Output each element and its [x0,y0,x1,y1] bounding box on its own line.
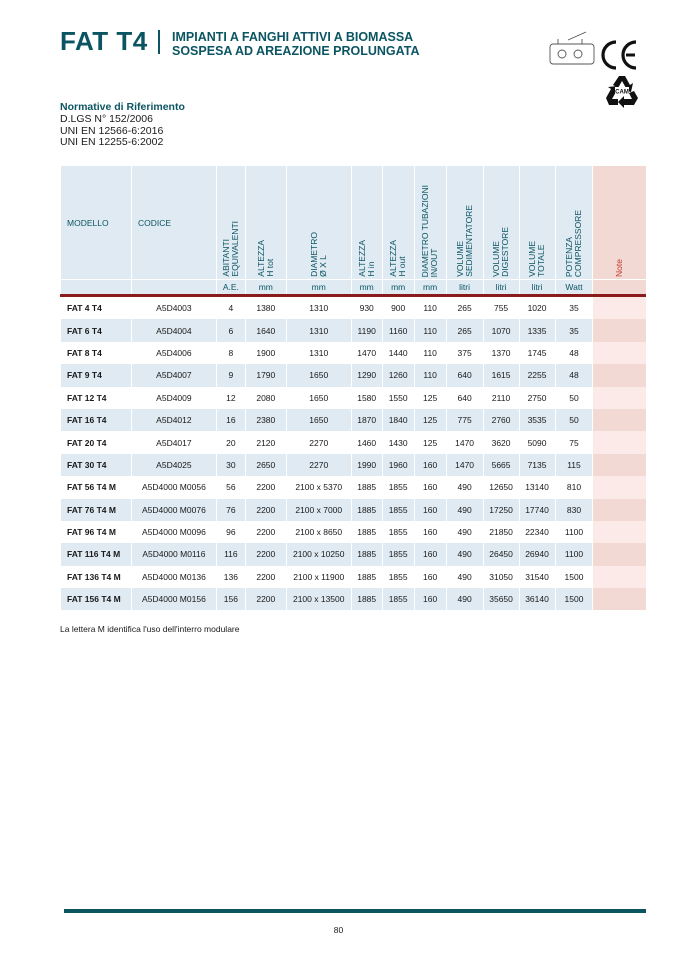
value-cell: 1990 [351,454,382,476]
value-cell: 1160 [382,319,414,341]
col-header-diametro: DIAMETRO Ø X L [286,166,351,280]
table-row [61,296,647,320]
value-cell: 1470 [446,454,483,476]
code-cell: A5D4004 [131,319,216,341]
value-cell: 2100 x 7000 [286,499,351,521]
value-cell: 2100 x 10250 [286,543,351,565]
value-cell: 490 [446,588,483,610]
standards-block [60,102,185,149]
value-cell: 1885 [351,566,382,588]
code-cell: A5D4000 M0056 [131,476,216,498]
model-cell: FAT 12 T4 [61,387,132,409]
note-cell [593,476,646,498]
note-cell [593,364,646,386]
value-cell: 1885 [351,588,382,610]
note-cell [593,566,646,588]
code-cell: A5D4000 M0076 [131,499,216,521]
note-cell [593,499,646,521]
table-row [61,387,647,409]
value-cell: 31540 [519,566,555,588]
value-cell: 375 [446,342,483,364]
value-cell: 17250 [483,499,519,521]
model-cell: FAT 9 T4 [61,364,132,386]
value-cell: 490 [446,521,483,543]
value-cell: 490 [446,566,483,588]
footer-line [64,909,646,913]
value-cell: 3535 [519,409,555,431]
page-title: FAT T4 [60,26,148,56]
note-cell [593,588,646,610]
value-cell: 900 [382,296,414,320]
value-cell: 2270 [286,454,351,476]
value-cell: 1500 [555,566,593,588]
value-cell: 1100 [555,543,593,565]
note-cell [593,342,646,364]
value-cell: 2650 [245,454,286,476]
col-header-volume-sedimentatore: VOLUME SEDIMENTATORE [446,166,483,280]
value-cell: 1020 [519,296,555,320]
footnote: La lettera M identifica l'uso dell'interro modulare [60,624,240,634]
model-cell: FAT 116 T4 M [61,543,132,565]
col-header-abitanti: ABITANTI EQUIVALENTI [216,166,245,280]
value-cell: 35 [555,319,593,341]
model-cell: FAT 16 T4 [61,409,132,431]
value-cell: 26450 [483,543,519,565]
value-cell: 50 [555,387,593,409]
value-cell: 1290 [351,364,382,386]
value-cell: 2120 [245,431,286,453]
table-row [61,566,647,588]
value-cell: 2750 [519,387,555,409]
value-cell: 75 [555,431,593,453]
value-cell: 7135 [519,454,555,476]
page-number: 80 [333,925,344,935]
value-cell: 12 [216,387,245,409]
code-cell: A5D4000 M0096 [131,521,216,543]
value-cell: 1640 [245,319,286,341]
col-header-altezza-out: ALTEZZA H out [382,166,414,280]
col-header-note: Note [593,166,646,280]
value-cell: 1615 [483,364,519,386]
value-cell: 1885 [351,521,382,543]
value-cell: 2100 x 8650 [286,521,351,543]
value-cell: 76 [216,499,245,521]
note-cell [593,521,646,543]
value-cell: 1580 [351,387,382,409]
value-cell: 160 [414,566,446,588]
value-cell: 1790 [245,364,286,386]
table-row [61,588,647,610]
value-cell: 4 [216,296,245,320]
model-cell: FAT 30 T4 [61,454,132,476]
ce-mark-icon [600,36,640,76]
table-row [61,543,647,565]
code-cell: A5D4000 M0136 [131,566,216,588]
table-row [61,521,647,543]
value-cell: 1745 [519,342,555,364]
value-cell: 1900 [245,342,286,364]
value-cell: 156 [216,588,245,610]
value-cell: 48 [555,342,593,364]
unit-cell: Watt [555,280,593,296]
value-cell: 2255 [519,364,555,386]
value-cell: 160 [414,543,446,565]
unit-cell: litri [483,280,519,296]
note-cell [593,296,646,320]
value-cell: 125 [414,431,446,453]
value-cell: 160 [414,476,446,498]
value-cell: 490 [446,476,483,498]
value-cell: 1650 [286,409,351,431]
unit-cell [61,280,132,296]
value-cell: 1310 [286,342,351,364]
note-cell [593,431,646,453]
note-cell [593,543,646,565]
value-cell: 12650 [483,476,519,498]
code-cell: A5D4017 [131,431,216,453]
col-header-altezza-in: ALTEZZA H in [351,166,382,280]
note-cell [593,454,646,476]
value-cell: 2200 [245,499,286,521]
table-row [61,431,647,453]
unit-cell [131,280,216,296]
value-cell: 13140 [519,476,555,498]
unit-cell: litri [446,280,483,296]
table-row [61,454,647,476]
value-cell: 1885 [351,476,382,498]
code-cell: A5D4007 [131,364,216,386]
value-cell: 110 [414,364,446,386]
value-cell: 830 [555,499,593,521]
value-cell: 30 [216,454,245,476]
standard-item: UNI EN 12566-6:2016 [60,124,164,137]
code-cell: A5D4003 [131,296,216,320]
value-cell: 265 [446,296,483,320]
table-row [61,364,647,386]
value-cell: 2110 [483,387,519,409]
note-cell [593,387,646,409]
value-cell: 115 [555,454,593,476]
table-row [61,499,647,521]
value-cell: 2760 [483,409,519,431]
value-cell: 2200 [245,588,286,610]
table-header-row [61,166,647,280]
value-cell: 1310 [286,296,351,320]
value-cell: 116 [216,543,245,565]
model-cell: FAT 6 T4 [61,319,132,341]
model-cell: FAT 76 T4 M [61,499,132,521]
value-cell: 136 [216,566,245,588]
unit-cell: litri [519,280,555,296]
value-cell: 1885 [351,543,382,565]
value-cell: 1260 [382,364,414,386]
standard-item: D.LGS N° 152/2006 [60,112,153,125]
col-header-codice: CODICE [131,166,216,280]
table-row [61,476,647,498]
value-cell: 21850 [483,521,519,543]
standard-item: UNI EN 12255-6:2002 [60,136,164,149]
model-cell: FAT 136 T4 M [61,566,132,588]
value-cell: 1550 [382,387,414,409]
value-cell: 5090 [519,431,555,453]
value-cell: 2270 [286,431,351,453]
table-row [61,409,647,431]
model-cell: FAT 4 T4 [61,296,132,320]
value-cell: 17740 [519,499,555,521]
value-cell: 6 [216,319,245,341]
value-cell: 1380 [245,296,286,320]
model-cell: FAT 156 T4 M [61,588,132,610]
value-cell: 5665 [483,454,519,476]
value-cell: 1855 [382,499,414,521]
code-cell: A5D4012 [131,409,216,431]
value-cell: 640 [446,387,483,409]
value-cell: 22340 [519,521,555,543]
value-cell: 810 [555,476,593,498]
value-cell: 1335 [519,319,555,341]
code-cell: A5D4000 M0116 [131,543,216,565]
value-cell: 2080 [245,387,286,409]
value-cell: 160 [414,454,446,476]
value-cell: 110 [414,319,446,341]
value-cell: 50 [555,409,593,431]
value-cell: 1440 [382,342,414,364]
value-cell: 9 [216,364,245,386]
value-cell: 1460 [351,431,382,453]
note-cell [593,409,646,431]
value-cell: 2200 [245,566,286,588]
col-header-altezza-tot: ALTEZZA H tot [245,166,286,280]
value-cell: 1855 [382,521,414,543]
value-cell: 96 [216,521,245,543]
value-cell: 1870 [351,409,382,431]
unit-cell: mm [245,280,286,296]
value-cell: 1855 [382,588,414,610]
model-cell: FAT 56 T4 M [61,476,132,498]
value-cell: 8 [216,342,245,364]
value-cell: 1190 [351,319,382,341]
unit-cell: A.E. [216,280,245,296]
code-cell: A5D4025 [131,454,216,476]
value-cell: 1650 [286,364,351,386]
value-cell: 265 [446,319,483,341]
value-cell: 1370 [483,342,519,364]
value-cell: 20 [216,431,245,453]
value-cell: 1840 [382,409,414,431]
value-cell: 1430 [382,431,414,453]
value-cell: 31050 [483,566,519,588]
value-cell: 36140 [519,588,555,610]
value-cell: 640 [446,364,483,386]
model-cell: FAT 8 T4 [61,342,132,364]
model-cell: FAT 20 T4 [61,431,132,453]
value-cell: 3620 [483,431,519,453]
unit-cell: mm [286,280,351,296]
code-cell: A5D4006 [131,342,216,364]
value-cell: 56 [216,476,245,498]
subtitle-line-1: IMPIANTI A FANGHI ATTIVI A BIOMASSA [172,30,414,44]
value-cell: 35 [555,296,593,320]
value-cell: 110 [414,296,446,320]
value-cell: 1310 [286,319,351,341]
units-row [61,280,647,296]
col-header-modello: MODELLO [61,166,132,280]
unit-cell [593,280,646,296]
value-cell: 2100 x 5370 [286,476,351,498]
page-subtitle [172,30,419,58]
value-cell: 160 [414,588,446,610]
model-cell: FAT 96 T4 M [61,521,132,543]
value-cell: 16 [216,409,245,431]
col-header-volume-totale: VOLUME TOTALE [519,166,555,280]
value-cell: 1885 [351,499,382,521]
value-cell: 1855 [382,543,414,565]
value-cell: 160 [414,499,446,521]
value-cell: 490 [446,543,483,565]
col-header-potenza: POTENZA COMPRESSORE [555,166,593,280]
value-cell: 35650 [483,588,519,610]
value-cell: 2380 [245,409,286,431]
product-table [60,166,646,610]
table-row [61,342,647,364]
value-cell: 1855 [382,476,414,498]
unit-cell: mm [414,280,446,296]
value-cell: 160 [414,521,446,543]
value-cell: 1650 [286,387,351,409]
value-cell: 1500 [555,588,593,610]
value-cell: 755 [483,296,519,320]
value-cell: 2200 [245,521,286,543]
standards-title: Normative di Riferimento [60,101,185,113]
value-cell: 930 [351,296,382,320]
value-cell: 2200 [245,476,286,498]
value-cell: 125 [414,387,446,409]
value-cell: 1960 [382,454,414,476]
value-cell: 110 [414,342,446,364]
value-cell: 125 [414,409,446,431]
value-cell: 2200 [245,543,286,565]
value-cell: 1070 [483,319,519,341]
table-row [61,319,647,341]
table-body [61,296,647,611]
value-cell: 26940 [519,543,555,565]
cam-label: CAM [615,89,629,96]
code-cell: A5D4009 [131,387,216,409]
unit-cell: mm [351,280,382,296]
recycle-cam-icon [604,74,640,108]
value-cell: 490 [446,499,483,521]
value-cell: 775 [446,409,483,431]
title-divider [158,30,160,54]
value-cell: 2100 x 11900 [286,566,351,588]
value-cell: 1470 [446,431,483,453]
value-cell: 48 [555,364,593,386]
code-cell: A5D4000 M0156 [131,588,216,610]
col-header-volume-digestore: VOLUME DIGESTORE [483,166,519,280]
value-cell: 1100 [555,521,593,543]
subtitle-line-2: SOSPESA AD AREAZIONE PROLUNGATA [172,44,420,58]
col-header-diametro-tubazioni: DIAMETRO TUBAZIONI IN/OUT [414,166,446,280]
value-cell: 1470 [351,342,382,364]
unit-cell: mm [382,280,414,296]
note-cell [593,319,646,341]
value-cell: 1855 [382,566,414,588]
value-cell: 2100 x 13500 [286,588,351,610]
